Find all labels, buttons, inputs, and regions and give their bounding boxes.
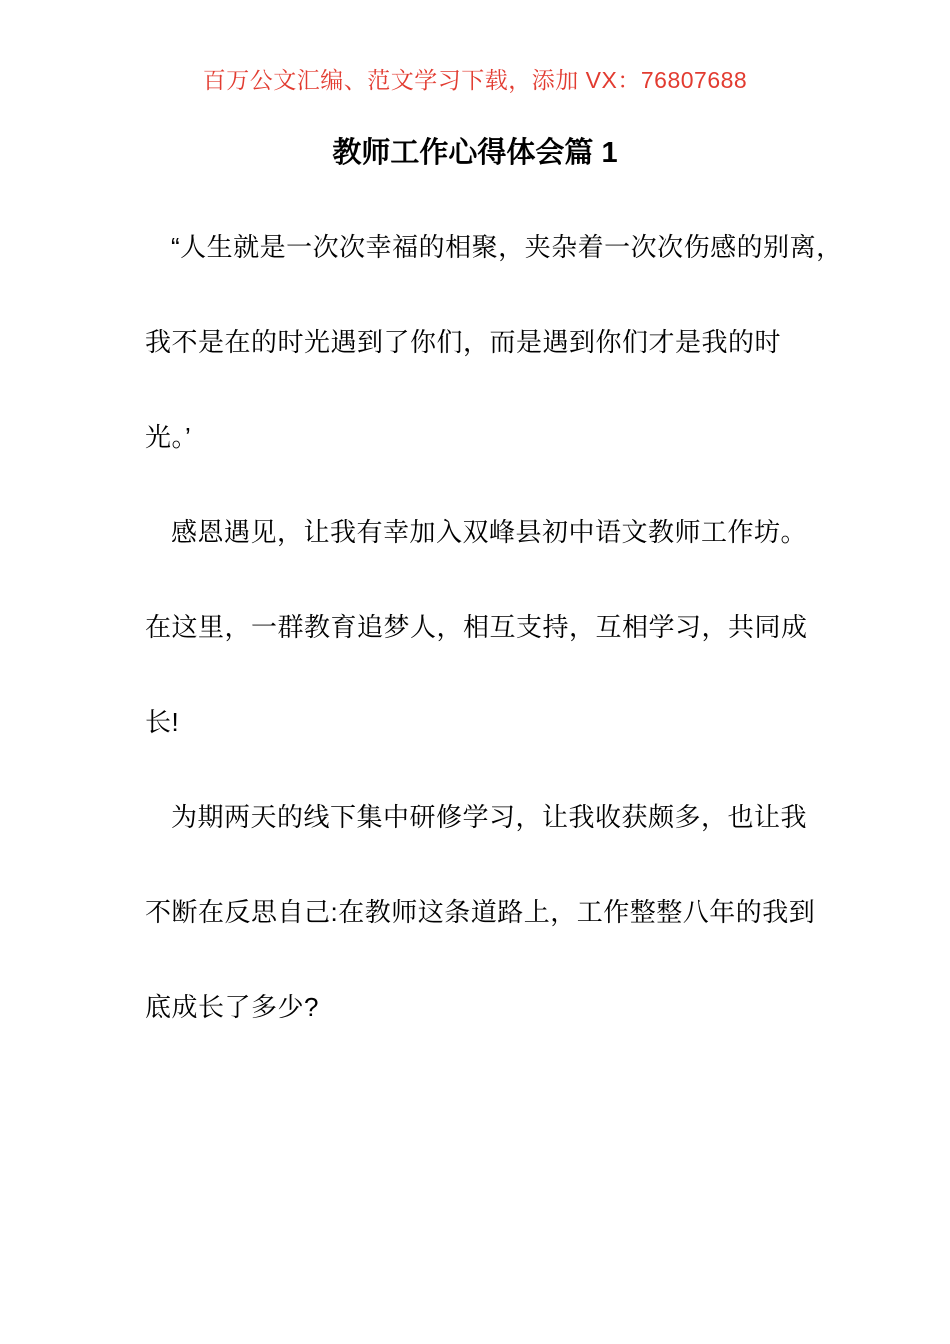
text-line: 光。’ (145, 422, 192, 452)
document-title: 教师工作心得体会篇 1 (332, 137, 618, 169)
promo-notice: 百万公文汇编、范文学习下载，添加 VX：76807688 (202, 67, 748, 93)
text-line: 为期两天的线下集中研修学习，让我收获颇多，也让我 (171, 802, 808, 832)
document-body (145, 200, 843, 1055)
text-line: 长! (145, 707, 180, 737)
text-line: 我不是在的时光遇到了你们，而是遇到你们才是我的时 (145, 327, 782, 357)
text-line: “人生就是一次次幸福的相聚，夹杂着一次次伤感的别离， (171, 232, 843, 262)
text-line: 感恩遇见，让我有幸加入双峰县初中语文教师工作坊。 (171, 517, 808, 547)
text-line: 底成长了多少? (145, 992, 319, 1022)
text-line: 在这里，一群教育追梦人，相互支持，互相学习，共同成 (145, 612, 808, 642)
text-line: 不断在反思自己:在教师这条道路上，工作整整八年的我到 (145, 897, 816, 927)
